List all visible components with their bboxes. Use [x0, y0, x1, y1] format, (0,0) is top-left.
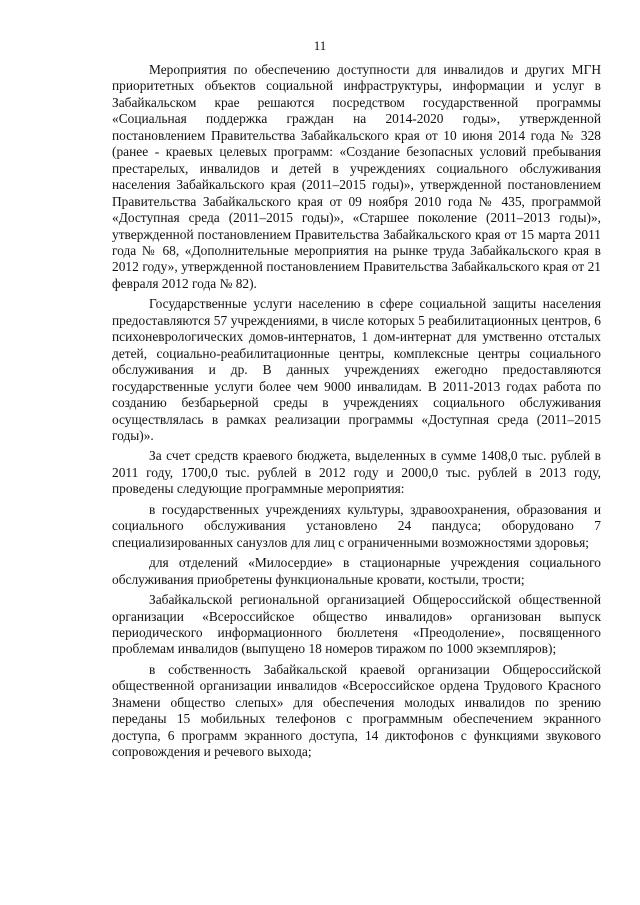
document-body	[112, 62, 601, 765]
paragraph-ramps-and-sanitary-rooms: в государственных учреждениях культуры, здравоохранения, образования и социального обслуживания установлено 24 пандуса; оборудовано 7 специализированных санузлов для лиц с ограниченными возможностями здоровья;	[112, 501, 601, 550]
paragraph-bulletin-overcoming: Забайкальской региональной организацией Общероссийской общественной организации «Всероссийское общество инвалидов» организован выпуск периодического информационного бюллетеня «Преодоление», посвященного проблемам инвалидов (выпущено 18 номеров тиражом по 1000 экземпляров);	[112, 592, 601, 657]
paragraph-mercy-departments: для отделений «Милосердие» в стационарные учреждения социального обслуживания приобретены функциональные кровати, костыли, трости;	[112, 555, 601, 587]
paragraph-accessibility-programs: Мероприятия по обеспечению доступности для инвалидов и других МГН приоритетных объектов социальной инфраструктуры, информации и услуг в Забайкальском крае решаются посредством государственной программы «Социальная поддержка граждан на 2014-2020 годы», утвержденной постановлением Правительства Забайкальского края от 10 июня 2014 года № 328 (ранее - краевых целевых программ: «Создание безопасных условий пребывания престарелых, инвалидов и детей в учреждениях социального обслуживания населения Забайкальского края (2011–2015 годы)», утвержденной постановлением Правительства Забайкальского края от 09 ноября 2010 года № 435, программой «Доступная среда (2011–2015 годы)», «Старшее поколение (2011–2013 годы)», утвержденной постановлением Правительства Забайкальского края от 15 марта 2011 года № 68, «Дополнительные мероприятия на рынке труда Забайкальского края в 2012 году», утвержденной постановлением Правительства Забайкальского края от 21 февраля 2012 года № 82).	[112, 62, 601, 291]
paragraph-social-institutions: Государственные услуги населению в сфере социальной защиты населения предоставляются 57 учреждениями, в числе которых 5 реабилитационных центров, 6 психоневрологических домов-интернатов, 1 дом-интернат для умственно отсталых детей, социально-реабилитационные центры, комплексные центры социального обслуживания и др. В данных учреждениях ежегодно предоставляются государственные услуги более чем 9000 инвалидам. В 2011-2013 годах работа по созданию безбарьерной среды в учреждениях социального обслуживания осуществлялась в рамках реализации программы «Доступная среда (2011–2015 годы)».	[112, 296, 601, 443]
paragraph-regional-budget: За счет средств краевого бюджета, выделенных в сумме 1408,0 тыс. рублей в 2011 году, 1700,0 тыс. рублей в 2012 году и 2000,0 тыс. рублей в 2013 году, проведены следующие программные мероприятия:	[112, 448, 601, 497]
paragraph-society-of-the-blind: в собственность Забайкальской краевой организации Общероссийской общественной организации инвалидов «Всероссийское ордена Трудового Красного Знамени общество слепых» для обеспечения молодых инвалидов по зрению переданы 15 мобильных телефонов с программным обеспечением экранного доступа, 6 программ экранного доступа, 14 диктофонов с функциями звукового сопровождения и речевого выхода;	[112, 661, 601, 760]
page-number: 11	[313, 38, 327, 53]
